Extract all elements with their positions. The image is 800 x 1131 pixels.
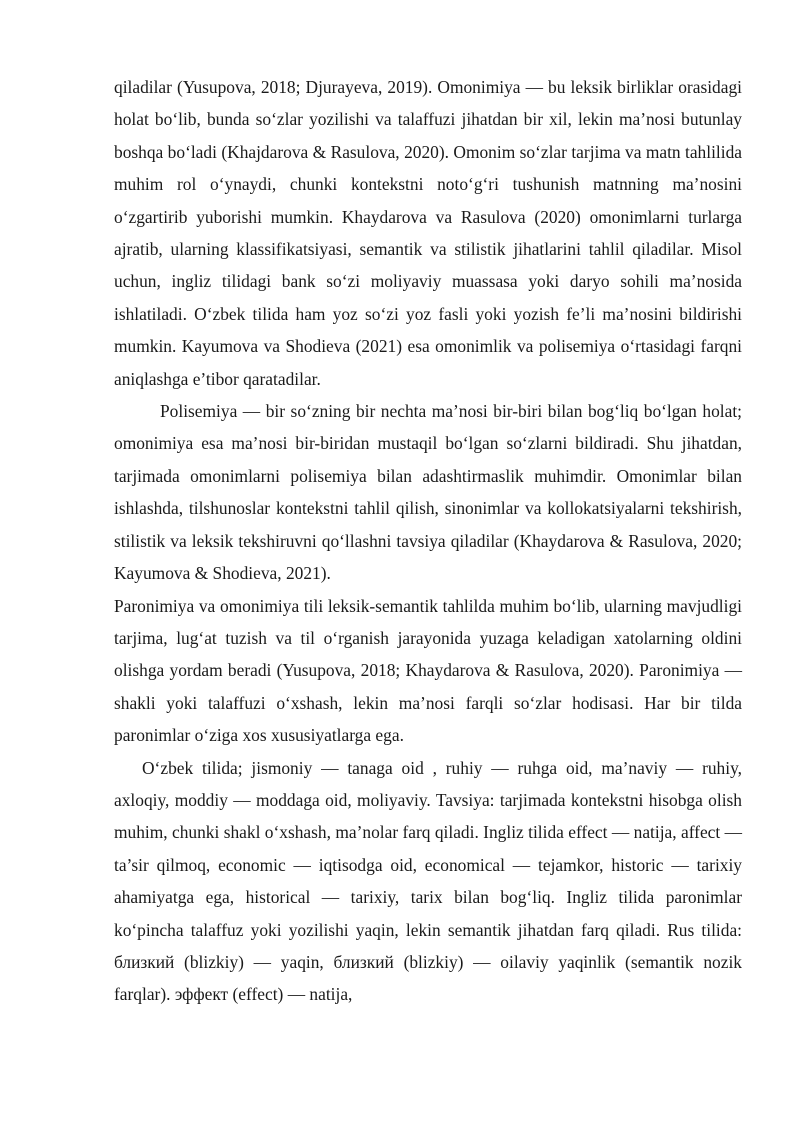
- paragraph-examples: O‘zbek tilida; jismoniy — tanaga oid , ruhiy — ruhga oid, ma’naviy — ruhiy, axloqiy, moddiy — moddaga oid, moliyaviy. Tavsiya: tarjimada kontekstni hisobga olish muhim, chunki shakl o‘xshash, ma’nolar farq qiladi. Ingliz tilida effect — natija, affect — ta’sir qilmoq, economic — iqtisodga oid, economical — tejamkor, historic — tarixiy ahamiyatga ega, historical — tarixiy, tarix bilan bog‘liq. Ingliz tilida paronimlar ko‘pincha talaffuz yoki yozilishi yaqin, lekin semantik jihatdan farq qiladi. Rus tilida: близкий (blizkiy) — yaqin, близкий (blizkiy) — oilaviy yaqinlik (semantik nozik farqlar). эффект (effect) — natija,: [114, 757, 742, 1005]
- paragraph-polisemiya: Polisemiya — bir so‘zning bir nechta ma’nosi bir-biri bilan bog‘liq bo‘lgan holat; omonimiya esa ma’nosi bir-biridan mustaqil bo‘lgan so‘zlarni bildiradi. Shu jihatdan, tarjimada omonimlarni polisemiya bilan adashtirmaslik muhimdir. Omonimlar bilan ishlashda, tilshunoslar kontekstni tahlil qilish, sinonimlar va kollokatsiyalarni tekshirish, stilistik va leksik tekshiruvni qo‘llashni tavsiya qiladilar (Khaydarova & Rasulova, 2020; Kayumova & Shodieva, 2021).: [114, 401, 742, 584]
- paragraph-omonimiya: qiladilar (Yusupova, 2018; Djurayeva, 2019). Omonimiya — bu leksik birliklar orasidagi holat bo‘lib, bunda so‘zlar yozilishi va talaffuzi jihatdan bir xil, lekin ma’nosi butunlay boshqa bo‘ladi (Khajdarova & Rasulova, 2020). Omonim so‘zlar tarjima va matn tahlilida muhim rol o‘ynaydi, chunki kontekstni noto‘g‘ri tushunish matnning ma’nosini o‘zgartirib yuborishi mumkin. Khaydarova va Rasulova (2020) omonimlarni turlarga ajratib, ularning klassifikatsiyasi, semantik va stilistik jihatlarini tahlil qiladilar. Misol uchun, ingliz tilidagi bank so‘zi moliyaviy muassasa yoki daryo sohili ma’nosida ishlatiladi. O‘zbek tilida ham yoz so‘zi yoz fasli yoki yozish fe’li ma’nosini bildirishi mumkin. Kayumova va Shodieva (2021) esa omonimlik va polisemiya o‘rtasidagi farqni aniqlashga e’tibor qaratadilar.: [114, 77, 742, 389]
- paragraph-paronimiya: Paronimiya va omonimiya tili leksik-semantik tahlilda muhim bo‘lib, ularning mavjudligi tarjima, lug‘at tuzish va til o‘rganish jarayonida yuzaga keladigan xatolarning oldini olishga yordam beradi (Yusupova, 2018; Khaydarova & Rasulova, 2020). Paronimiya — shakli yoki talaffuzi o‘xshash, lekin ma’nosi farqli so‘zlar hodisasi. Har bir tilda paronimlar o‘ziga xos xususiyatlarga ega.: [114, 595, 742, 746]
- document-page: [114, 71, 742, 1011]
